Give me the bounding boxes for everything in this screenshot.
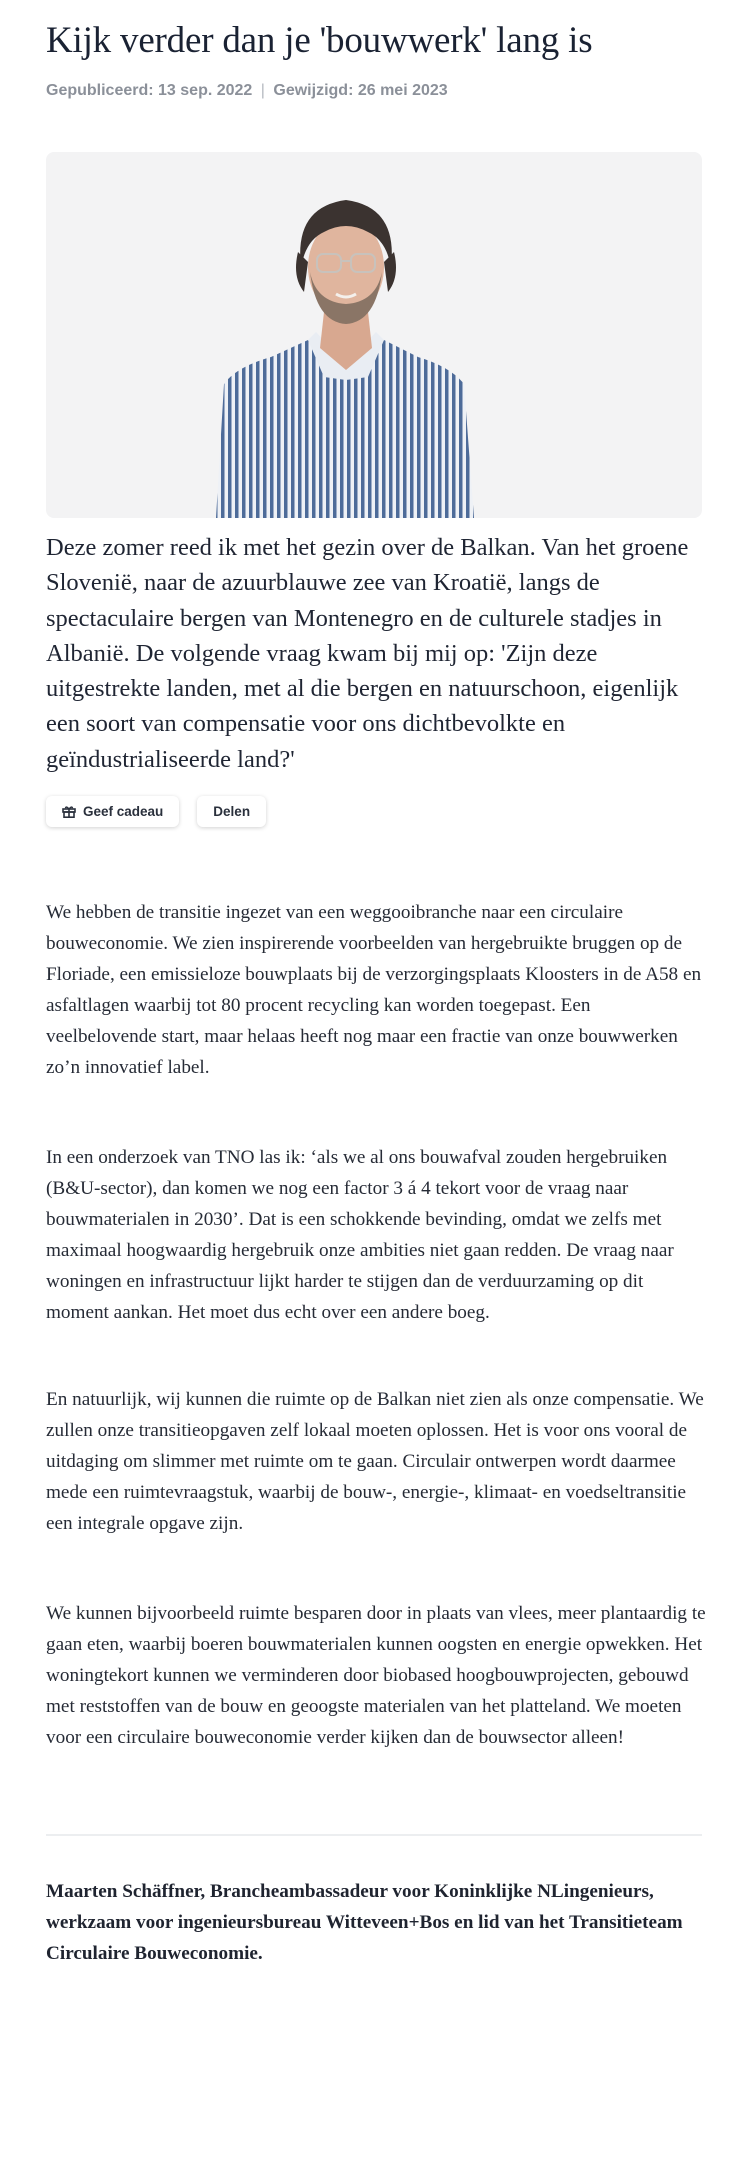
article-title: Kijk verder dan je 'bouwwerk' lang is	[46, 20, 593, 61]
divider	[46, 1834, 702, 1836]
gift-button-label: Geef cadeau	[83, 804, 164, 819]
paragraph: In een onderzoek van TNO las ik: ‘als we al ons bouwafval zouden hergebruiken (B&U-sector), dan komen we nog een factor 3 á 4 tekort voor de vraag naar bouwmaterialen in 2030’. Dat is een schokkende bevinding, omdat we zelfs met maximaal hoogwaardig hergebruik onze ambities niet gaan redden. De vraag naar woningen en infrastructuur lijkt harder te stijgen dan de verduurzaming op dit moment aankan. Het moet dus echt over een andere boeg.	[46, 1147, 674, 1323]
paragraph: We kunnen bijvoorbeeld ruimte besparen door in plaats van vlees, meer plantaardig te gaan eten, waarbij boeren bouwmaterialen kunnen oogsten en energie opwekken. Het woningtekort kunnen we verminderen door biobased hoogbouwprojecten, gebouwd met reststoffen van de bouw en geoogste materialen van het platteland. We moeten voor een circulaire bouweconomie verder kijken dan de bouwsector alleen!	[46, 1603, 706, 1748]
paragraph: En natuurlijk, wij kunnen die ruimte op de Balkan niet zien als onze compensatie. We zullen onze transitieopgaven zelf lokaal moeten oplossen. Het is voor ons vooral de uitdaging om slimmer met ruimte om te gaan. Circulair ontwerpen wordt daarmee mede een ruimtevraagstuk, waarbij de bouw-, energie-, klimaat- en voedseltransitie een integrale opgave zijn.	[46, 1389, 704, 1534]
share-button-label: Delen	[213, 804, 251, 819]
meta-separator: |	[260, 82, 265, 99]
hero-image	[46, 152, 702, 518]
modified-date: Gewijzigd: 26 mei 2023	[273, 82, 448, 99]
author-signature: Maarten Schäffner, Brancheambassadeur voor Koninklijke NLingenieurs, werkzaam voor ingenieursbureau Witteveen+Bos en lid van het Transitieteam Circulaire Bouweconomie.	[46, 1881, 683, 1964]
paragraph: We hebben de transitie ingezet van een weggooibranche naar een circulaire bouweconomie. We zien inspirerende voorbeelden van hergebruikte bruggen op de Floriade, een emissieloze bouwplaats bij de verzorgingsplaats Kloosters in de A58 en asfaltlagen waarbij tot 80 procent recycling kan worden toegepast. Een veelbelovende start, maar helaas heeft nog maar een fractie van onze bouwwerken zo’n innovatief label.	[46, 902, 702, 1078]
published-date: Gepubliceerd: 13 sep. 2022	[46, 82, 253, 99]
portrait-photo-icon	[46, 152, 702, 518]
article-intro: Deze zomer reed ik met het gezin over de Balkan. Van het groene Slovenië, naar de azuurblauwe zee van Kroatië, langs de spectaculaire bergen van Montenegro en de culturele stadjes in Albanië. De volgende vraag kwam bij mij op: 'Zijn deze uitgestrekte landen, met al die bergen en natuurschoon, eigenlijk een soort van compensatie voor ons dichtbevolkte en geïndustrialiseerde land?'	[46, 534, 689, 773]
gift-icon	[62, 805, 76, 818]
article-actions	[46, 796, 266, 827]
article-meta	[46, 82, 448, 100]
gift-button[interactable]	[46, 796, 179, 827]
share-button[interactable]	[197, 796, 266, 827]
